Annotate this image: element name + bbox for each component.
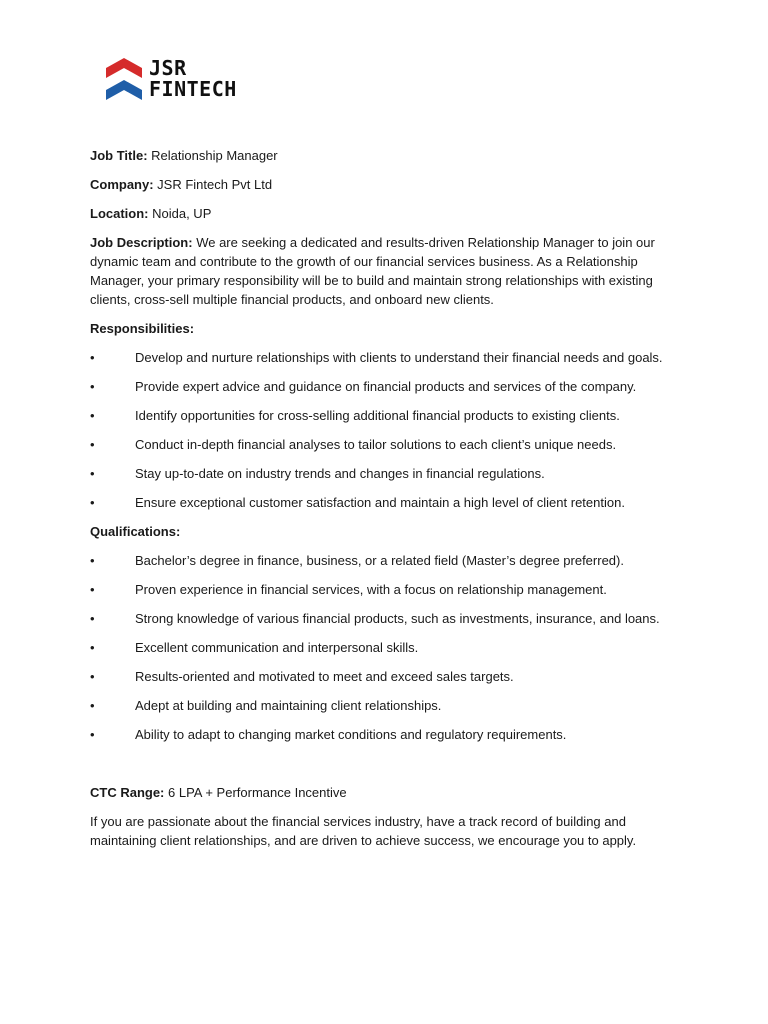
location-value: Noida, UP	[148, 206, 212, 221]
list-item-text: Ability to adapt to changing market conditions and regulatory requirements.	[135, 727, 567, 742]
list-item	[90, 435, 670, 454]
section-spacer	[90, 754, 670, 783]
list-item-text: Strong knowledge of various financial products, such as investments, insurance, and loans.	[135, 611, 660, 626]
list-item	[90, 493, 670, 512]
location-label: Location:	[90, 206, 149, 221]
bullet-icon: •	[90, 350, 95, 365]
company-logo	[106, 56, 237, 102]
logo-line-2: FINTECH	[149, 77, 237, 101]
list-item-text: Develop and nurture relationships with clients to understand their financial needs and goals.	[135, 350, 663, 365]
ctc-range-value: 6 LPA + Performance Incentive	[164, 785, 347, 800]
list-item	[90, 464, 670, 483]
qualifications-heading: Qualifications:	[90, 524, 181, 539]
company-value: JSR Fintech Pvt Ltd	[153, 177, 273, 192]
bullet-icon: •	[90, 640, 95, 655]
list-item-text: Results-oriented and motivated to meet and exceed sales targets.	[135, 669, 514, 684]
list-item-text: Bachelor’s degree in finance, business, or a related field (Master’s degree preferred).	[135, 553, 624, 568]
list-item-text: Provide expert advice and guidance on financial products and services of the company.	[135, 379, 637, 394]
job-description-label: Job Description:	[90, 235, 193, 250]
bullet-icon: •	[90, 466, 95, 481]
bullet-icon: •	[90, 437, 95, 452]
list-item-text: Excellent communication and interpersonal skills.	[135, 640, 419, 655]
location-field	[90, 204, 670, 223]
ctc-range-field	[90, 783, 670, 802]
logo-wordmark	[149, 58, 237, 100]
job-description-field	[90, 233, 670, 309]
bullet-icon: •	[90, 495, 95, 510]
bullet-icon: •	[90, 553, 95, 568]
logo-line-1: JSR	[149, 56, 187, 80]
list-item-text: Conduct in-depth financial analyses to tailor solutions to each client’s unique needs.	[135, 437, 617, 452]
list-item	[90, 696, 670, 715]
bullet-icon: •	[90, 727, 95, 742]
list-item	[90, 667, 670, 686]
list-item-text: Identify opportunities for cross-selling additional financial products to existing clients.	[135, 408, 620, 423]
job-description-value: We are seeking a dedicated and results-driven Relationship Manager to join our dynamic team and contribute to the growth of our financial services business. As a Relationship Manager, your primary responsibility will be to build and maintain strong relationships with existing clients, cross-sell multiple financial products, and onboard new clients.	[90, 235, 655, 307]
responsibilities-heading: Responsibilities:	[90, 321, 195, 336]
list-item-text: Stay up-to-date on industry trends and changes in financial regulations.	[135, 466, 545, 481]
company-field	[90, 175, 670, 194]
bullet-icon: •	[90, 379, 95, 394]
list-item	[90, 638, 670, 657]
qualifications-list	[90, 551, 670, 744]
list-item	[90, 551, 670, 570]
list-item-text: Ensure exceptional customer satisfaction and maintain a high level of client retention.	[135, 495, 625, 510]
job-title-label: Job Title:	[90, 148, 148, 163]
list-item	[90, 406, 670, 425]
job-title-value: Relationship Manager	[147, 148, 278, 163]
list-item-text: Adept at building and maintaining client relationships.	[135, 698, 442, 713]
job-posting-body	[90, 146, 670, 860]
company-label: Company:	[90, 177, 154, 192]
ctc-range-label: CTC Range:	[90, 785, 165, 800]
logo-chevrons-icon	[106, 56, 142, 102]
closing-paragraph: If you are passionate about the financial services industry, have a track record of building and maintaining client relationships, and are driven to achieve success, we encourage you to apply.	[90, 814, 637, 848]
responsibilities-list	[90, 348, 670, 512]
job-title-field	[90, 146, 670, 165]
list-item	[90, 348, 670, 367]
bullet-icon: •	[90, 582, 95, 597]
list-item	[90, 377, 670, 396]
bullet-icon: •	[90, 698, 95, 713]
bullet-icon: •	[90, 669, 95, 684]
list-item	[90, 725, 670, 744]
list-item-text: Proven experience in financial services, with a focus on relationship management.	[135, 582, 607, 597]
bullet-icon: •	[90, 408, 95, 423]
list-item	[90, 609, 670, 628]
list-item	[90, 580, 670, 599]
bullet-icon: •	[90, 611, 95, 626]
